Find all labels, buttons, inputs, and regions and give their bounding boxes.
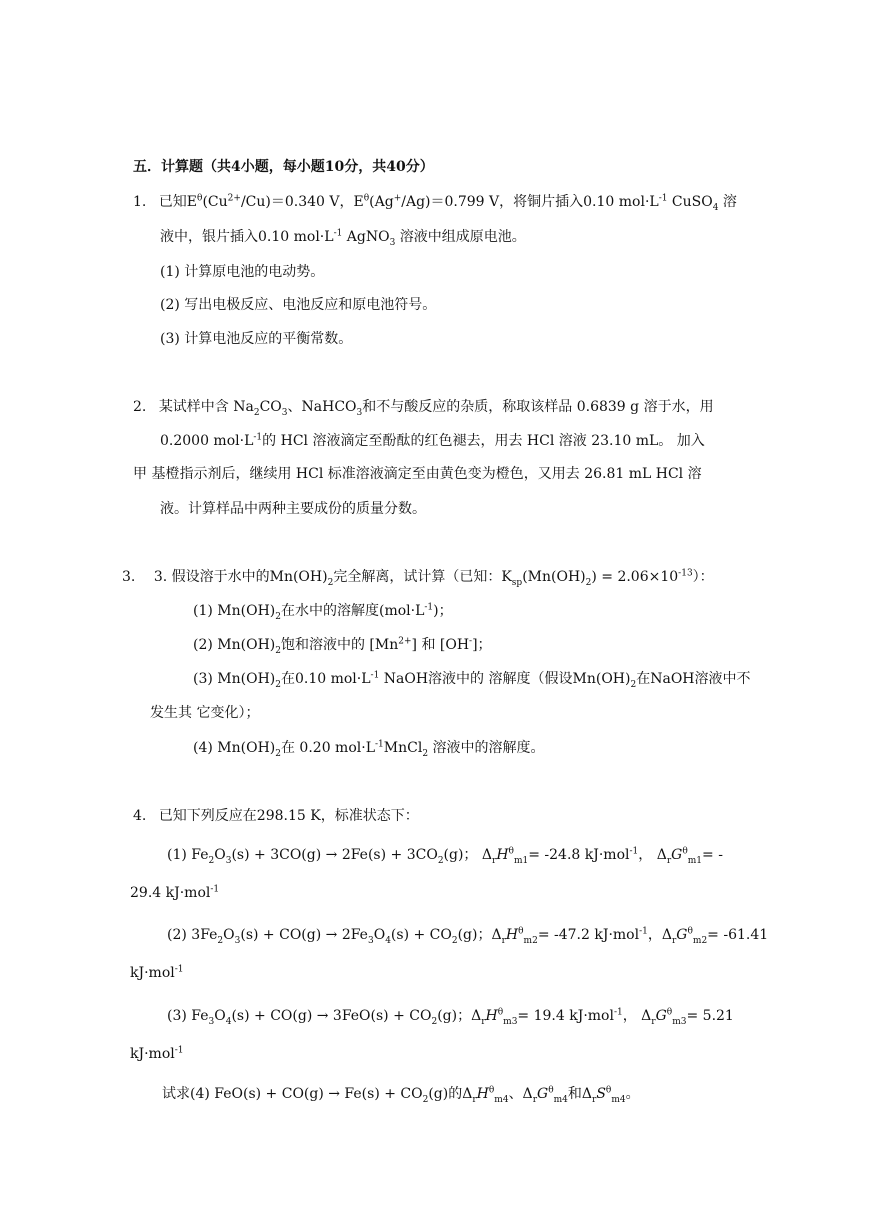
q2-line3: 甲 基橙指示剂后，继续用 HCl 标准溶液滴定至由黄色变为橙色，又用去 26.81 mL HCl 溶	[133, 466, 702, 482]
q4-intro: 4. 已知下列反应在298.15 K，标准状态下：	[133, 808, 419, 824]
q2-line4: 液。计算样品中两种主要成份的质量分数。	[160, 501, 426, 517]
q1-line2: 液中，银片插入0.10 $mol\cdot L^{-1}$ AgNO$_3$ 溶液中组成原电池。	[160, 228, 526, 248]
q4-number: 4.	[133, 808, 147, 824]
q3-sub1: (1) $Mn(OH)_2$在水中的溶解度$(mol\cdot L^{-1})$；	[193, 602, 453, 622]
q3-sub2: (2) $Mn(OH)_2$饱和溶液中的 $[Mn^{2+}]$ 和 [OH-]；	[193, 636, 492, 656]
q4-reaction-2-cont: kJ·mol$^{-1}$	[130, 964, 184, 981]
q2-line1: 2. 某试样中含 $Na_2CO_3$、NaHCO$_3$和不与酸反应的杂质，称取该样品 0.6839 g 溶于水，用	[133, 399, 714, 418]
q4-reaction-1-cont: 29.4 kJ·mol$^{-1}$	[130, 884, 220, 901]
q4-reaction-2: (2) $3Fe_2O_3(s) + CO(g) \to 2Fe_3O_4(s) + CO_2(g)$；$\Delta_rH^\theta_{m2}= -47.2$ kJ·mol$^{-1}$，$\Delta_rG^\theta_{m2}= -61.41$	[167, 926, 769, 946]
q3-line1: 3. 3. 假设溶于水中的$Mn(OH)_2$完全解离，试计算（已知：$K_{sp}(Mn(OH)_2) = 2.06\times 10^{-13}$）：	[122, 568, 714, 588]
q4-reaction-3: (3) $Fe_3O_4(s) + CO(g) \to 3FeO(s) + CO_2(g)$；$\Delta_rH^\theta_{m3}= 19.4$ kJ·mol$^{-1}$， $\Delta_rG^\theta_{m3}= 5.21$	[167, 1007, 734, 1027]
q1-sub2: (2) 写出电极反应、电池反应和原电池符号。	[160, 297, 437, 313]
q2-number: 2.	[133, 399, 147, 415]
q4-reaction-3-cont: kJ·mol$^{-1}$	[130, 1045, 184, 1062]
q1-sub1: (1) 计算原电池的电动势。	[160, 264, 325, 280]
q1-line1: 1. 已知$E^\theta(Cu^{2+}/Cu)=0.340$ V，$E^\theta(Ag^+/Ag)=0.799$ V，将铜片插入0.10 $mol\cdot L^{-1}$ CuSO$_4$ 溶	[133, 193, 737, 213]
q1-sub3: (3) 计算电池反应的平衡常数。	[160, 331, 353, 347]
q3-sub3-cont: 发生其 它变化）；	[150, 705, 260, 721]
q4-reaction-1: (1) $Fe_2O_3(s) + 3CO(g) \to 2Fe(s) + 3CO_2(g)$； $\Delta_rH^\theta_{m1}= -24.8$ kJ·mol$^{-1}$， $\Delta_rG^\theta_{m1}=$ -	[167, 846, 723, 866]
q3-number: 3.	[122, 569, 136, 585]
q3-sub3: (3) $Mn(OH)_2$在0.10 $mol\cdot L^{-1}$ NaOH溶液中的 溶解度（假设$Mn(OH)_2$在NaOH溶液中不	[193, 670, 751, 690]
q1-number: 1.	[133, 194, 147, 210]
q4-ask: 试求(4) $FeO(s) + CO(g) \to Fe(s) + CO_2(g)$的$\Delta_rH^\theta_{m4}$、$\Delta_rG^\theta_{m4}$和$\Delta_rS^\theta_{m4}$。	[162, 1085, 640, 1105]
section-title: 五．计算题（共4小题，每小题10分，共40分）	[133, 159, 434, 175]
q3-sub4: (4) $Mn(OH)_2$在 0.20 $mol\cdot L^{-1}MnCl_2$ 溶液中的溶解度。	[193, 739, 545, 759]
q2-line2: 0.2000 $mol\cdot L^{-1}$的 HCl 溶液滴定至酚酞的红色褪去，用去 HCl 溶液 23.10 mL。 加入	[160, 432, 705, 449]
